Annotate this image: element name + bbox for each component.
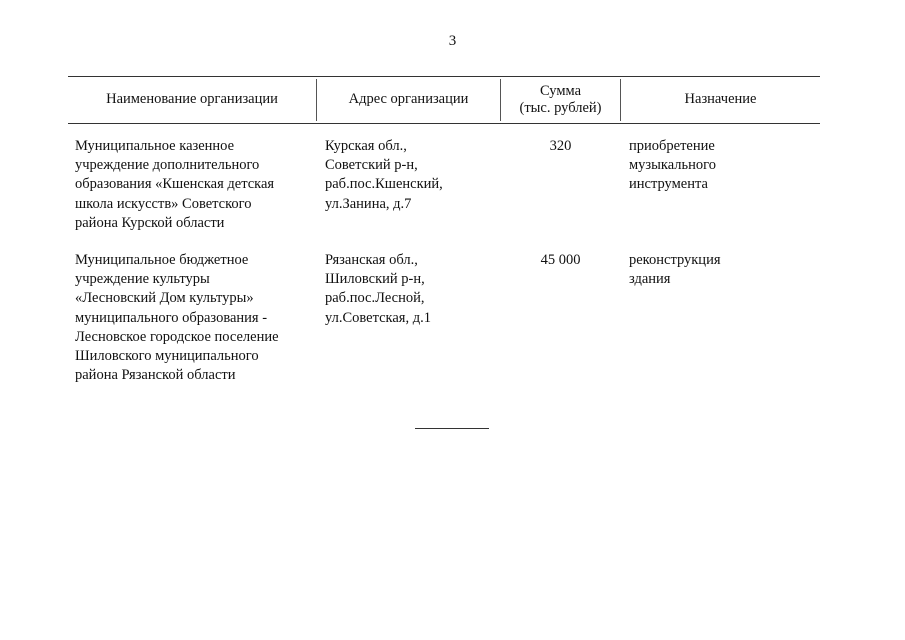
row-name: Муниципальное бюджетное учреждение культуры «Лесновский Дом культуры» муниципального образования - Лесновское городское поселение Шиловского муниципального района Рязанской области (75, 252, 279, 384)
row-purpose: реконструкция здания (629, 252, 721, 288)
header-address: Адрес организации (348, 91, 469, 107)
end-of-document-rule (415, 428, 489, 429)
page-number: 3 (448, 33, 457, 49)
header-name: Наименование организации (106, 91, 278, 107)
row-purpose: приобретение музыкального инструмента (629, 138, 716, 193)
header-sum: Сумма (тыс. рублей) (519, 82, 602, 116)
row-address: Курская обл., Советский р-н, раб.пос.Кшенский, ул.Занина, д.7 (325, 138, 443, 212)
header-purpose: Назначение (684, 91, 757, 107)
table-header-rule (68, 123, 820, 124)
row-name: Муниципальное казенное учреждение дополнительного образования «Кшенская детская школа искусств» Советского района Курской области (75, 138, 275, 231)
row-address: Рязанская обл., Шиловский р-н, раб.пос.Лесной, ул.Советская, д.1 (325, 252, 431, 326)
row-sum: 320 (549, 138, 572, 154)
row-sum: 45 000 (540, 252, 581, 268)
